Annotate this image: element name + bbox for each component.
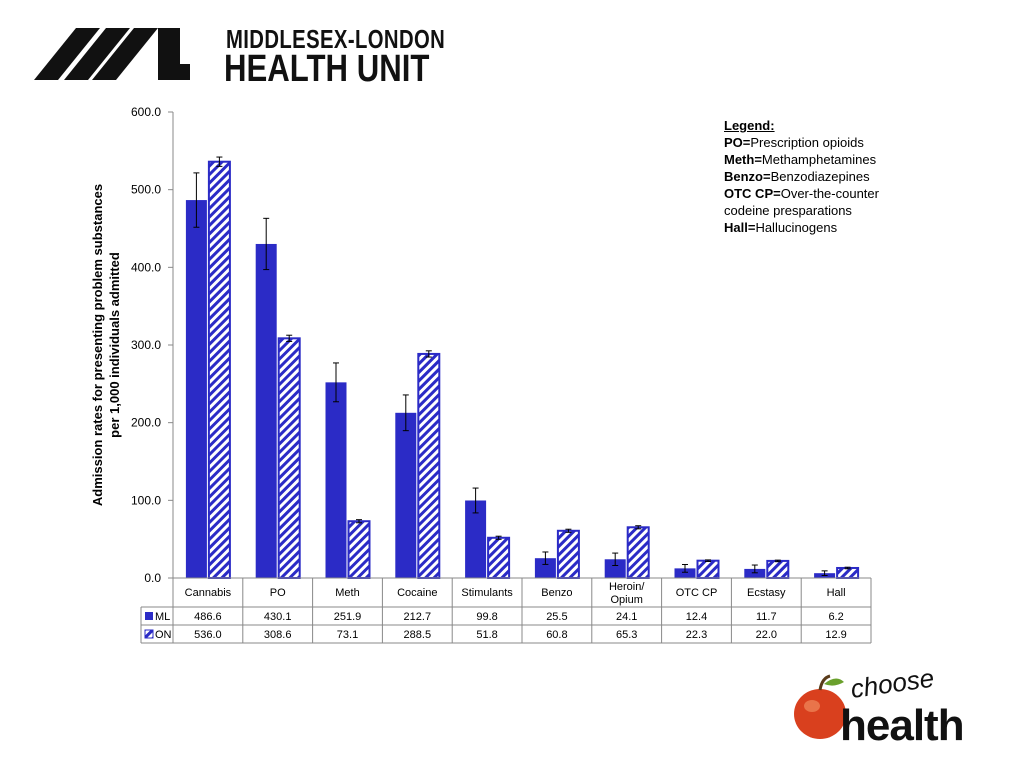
bar-on-7	[698, 561, 719, 578]
data-label: 12.4	[685, 611, 708, 623]
legend-series-name: ON	[155, 629, 172, 641]
data-label: 308.6	[263, 629, 292, 641]
org-name-line1: MIDDLESEX-LONDON	[226, 24, 446, 54]
data-label: 51.8	[476, 629, 498, 641]
data-label: 24.1	[615, 611, 638, 623]
data-label: 486.6	[194, 611, 222, 623]
x-tick-label: Stimulants	[461, 587, 513, 599]
x-tick-label: Hall	[826, 587, 846, 599]
data-label: 212.7	[403, 611, 432, 623]
bar-on-3	[418, 354, 439, 578]
data-label: 99.8	[476, 611, 498, 623]
legend-abbr: Hall=	[724, 220, 756, 235]
org-name-line2: HEALTH UNIT	[224, 48, 430, 90]
legend-entry	[724, 202, 879, 219]
bar-on-9	[837, 568, 858, 578]
choose-health-logo	[790, 670, 995, 745]
x-tick-label: Benzo	[541, 587, 573, 599]
logo-health-text: health	[840, 701, 964, 745]
x-tick-label: Opium	[610, 594, 643, 606]
data-label: 430.1	[263, 611, 292, 623]
y-tick-label: 600.0	[130, 105, 161, 119]
data-label: 22.0	[755, 629, 778, 641]
bar-on-1	[279, 338, 300, 578]
legend-text: Over-the-counter	[780, 186, 879, 201]
logo-choose-text: choose	[848, 670, 936, 704]
y-axis-label	[90, 184, 122, 506]
bar-ml-0	[186, 200, 207, 578]
x-tick-label: Cocaine	[397, 587, 438, 599]
legend-abbr: PO=	[724, 135, 751, 150]
legend-text: codeine presparations	[724, 203, 852, 218]
legend-title: Legend:	[724, 118, 775, 133]
legend-entry	[724, 151, 879, 168]
x-tick-label: PO	[269, 587, 286, 599]
legend-entry	[724, 134, 879, 151]
y-tick-label: 0.0	[144, 571, 161, 585]
legend-text: Hallucinogens	[755, 220, 838, 235]
apple-icon	[790, 670, 995, 745]
bar-on-5	[558, 531, 579, 578]
legend-entry	[724, 219, 879, 236]
legend-box	[724, 117, 879, 236]
y-tick-label: 500.0	[130, 182, 161, 197]
legend-abbr: Meth=	[724, 152, 762, 167]
bar-on-2	[349, 521, 370, 578]
data-label: 251.9	[333, 611, 362, 623]
x-tick-label: Heroin/	[608, 581, 645, 593]
legend-entry	[724, 185, 879, 202]
legend-text: Prescription opioids	[750, 135, 864, 150]
data-label: 60.8	[546, 629, 568, 641]
x-tick-label: Meth	[335, 587, 360, 599]
legend-text: Methamphetamines	[761, 152, 877, 167]
x-tick-label: OTC CP	[675, 587, 718, 599]
data-label: 73.1	[336, 629, 359, 641]
legend-swatch-ml	[145, 612, 153, 620]
data-label: 6.2	[828, 611, 844, 623]
legend-abbr: OTC CP=	[724, 186, 781, 201]
data-label: 11.7	[756, 611, 777, 623]
y-tick-label: 300.0	[130, 338, 161, 352]
bar-ml-1	[256, 244, 277, 578]
data-label: 65.3	[615, 629, 638, 641]
data-label: 25.5	[546, 611, 568, 623]
bar-ml-3	[395, 413, 416, 578]
y-tick-label: 100.0	[130, 493, 161, 508]
legend-abbr: Benzo=	[724, 169, 771, 184]
x-tick-label: Cannabis	[184, 587, 232, 599]
legend-entry	[724, 168, 879, 185]
y-axis-label-line2: per 1,000 individuals admitted	[107, 252, 122, 438]
x-tick-label: Ecstasy	[747, 587, 786, 599]
data-label: 288.5	[403, 629, 432, 641]
y-tick-label: 200.0	[130, 415, 161, 430]
data-label: 12.9	[825, 629, 847, 641]
data-label: 22.3	[685, 629, 708, 641]
y-axis-label-line1: Admission rates for presenting problem substances	[90, 183, 105, 507]
legend-text: Benzodiazepines	[770, 169, 870, 184]
data-label: 536.0	[194, 629, 222, 641]
bar-on-4	[488, 538, 509, 578]
bar-on-0	[209, 162, 230, 578]
legend-series-name: ML	[155, 611, 171, 623]
y-tick-label: 400.0	[130, 260, 161, 275]
bar-ml-2	[326, 382, 347, 578]
legend-swatch-on	[145, 630, 153, 638]
bar-on-8	[767, 561, 788, 578]
bar-on-6	[628, 527, 649, 578]
